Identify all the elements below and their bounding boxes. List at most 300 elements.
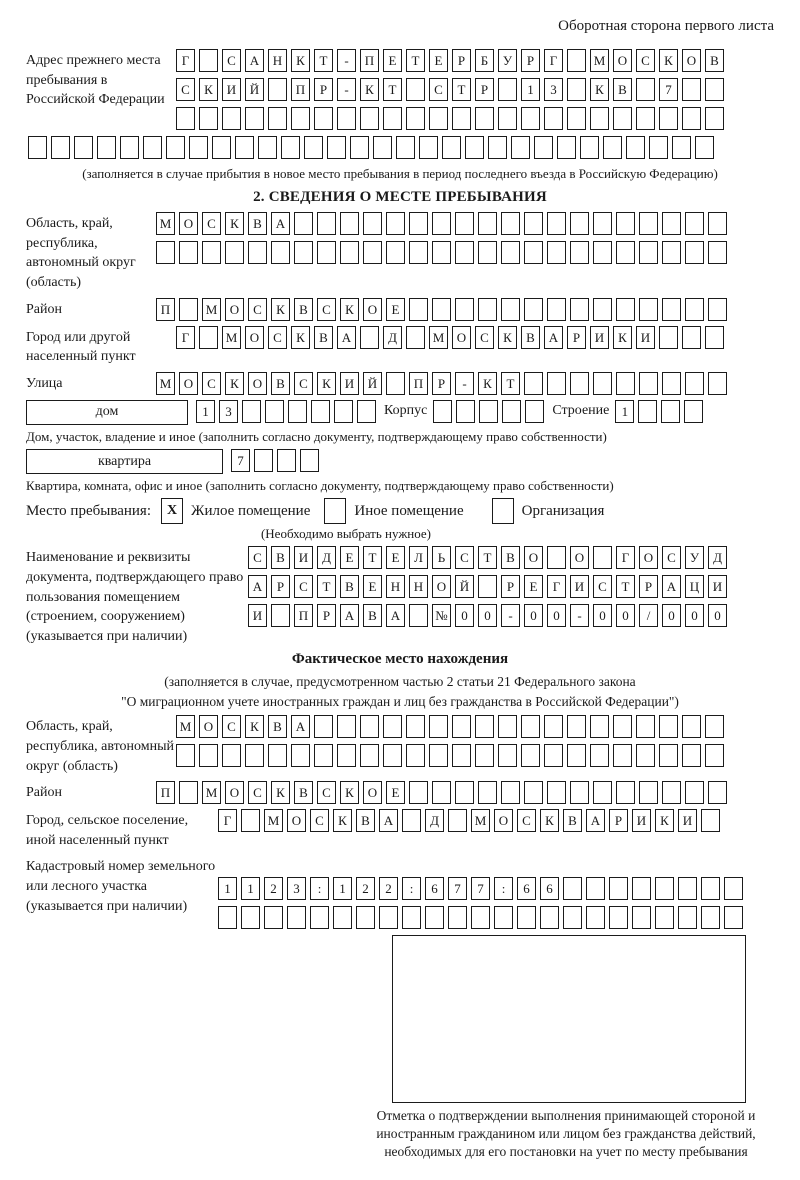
char-cell[interactable] <box>402 809 421 832</box>
char-cell[interactable] <box>685 298 704 321</box>
char-cell[interactable]: Р <box>639 575 658 598</box>
char-cell[interactable] <box>383 715 402 738</box>
char-cell[interactable] <box>521 715 540 738</box>
char-cell[interactable]: С <box>593 575 612 598</box>
char-cell[interactable]: О <box>452 326 471 349</box>
char-cell[interactable] <box>511 136 530 159</box>
char-cell[interactable] <box>682 78 701 101</box>
char-cell[interactable] <box>455 241 474 264</box>
char-cell[interactable] <box>471 906 490 929</box>
char-cell[interactable]: Е <box>340 546 359 569</box>
char-cell[interactable] <box>432 298 451 321</box>
char-cell[interactable]: К <box>655 809 674 832</box>
char-cell[interactable]: - <box>570 604 589 627</box>
char-cell[interactable] <box>360 107 379 130</box>
char-cell[interactable]: И <box>678 809 697 832</box>
char-cell[interactable]: 0 <box>455 604 474 627</box>
char-cell[interactable] <box>74 136 93 159</box>
checkbox-residential[interactable]: X <box>161 498 183 524</box>
char-cell[interactable] <box>547 298 566 321</box>
char-cell[interactable]: М <box>429 326 448 349</box>
char-cell[interactable]: К <box>540 809 559 832</box>
char-cell[interactable]: П <box>291 78 310 101</box>
char-cell[interactable] <box>265 400 284 423</box>
char-cell[interactable] <box>593 372 612 395</box>
char-cell[interactable] <box>563 906 582 929</box>
char-cell[interactable] <box>724 877 743 900</box>
char-cell[interactable] <box>317 241 336 264</box>
char-cell[interactable]: Т <box>314 49 333 72</box>
char-cell[interactable] <box>586 906 605 929</box>
char-cell[interactable] <box>383 744 402 767</box>
char-cell[interactable] <box>547 241 566 264</box>
char-cell[interactable] <box>570 241 589 264</box>
char-cell[interactable] <box>340 212 359 235</box>
char-cell[interactable] <box>478 575 497 598</box>
char-cell[interactable] <box>189 136 208 159</box>
char-cell[interactable]: Е <box>386 546 405 569</box>
char-cell[interactable] <box>452 715 471 738</box>
char-cell[interactable] <box>682 326 701 349</box>
char-cell[interactable] <box>478 212 497 235</box>
char-cell[interactable] <box>386 241 405 264</box>
char-cell[interactable] <box>176 107 195 130</box>
char-cell[interactable] <box>705 107 724 130</box>
char-cell[interactable]: А <box>291 715 310 738</box>
char-cell[interactable]: П <box>294 604 313 627</box>
char-cell[interactable]: 7 <box>231 449 250 472</box>
char-cell[interactable] <box>291 107 310 130</box>
char-cell[interactable] <box>268 744 287 767</box>
char-cell[interactable]: К <box>271 781 290 804</box>
char-cell[interactable]: Р <box>501 575 520 598</box>
char-cell[interactable] <box>455 298 474 321</box>
char-cell[interactable]: О <box>363 298 382 321</box>
char-cell[interactable] <box>570 212 589 235</box>
char-cell[interactable]: Г <box>544 49 563 72</box>
char-cell[interactable]: Е <box>429 49 448 72</box>
char-cell[interactable] <box>593 241 612 264</box>
char-cell[interactable] <box>448 809 467 832</box>
char-cell[interactable] <box>396 136 415 159</box>
char-cell[interactable]: С <box>475 326 494 349</box>
char-cell[interactable]: У <box>685 546 704 569</box>
char-cell[interactable]: 1 <box>196 400 215 423</box>
char-cell[interactable]: Е <box>386 781 405 804</box>
char-cell[interactable] <box>488 136 507 159</box>
char-cell[interactable] <box>502 400 521 423</box>
char-cell[interactable] <box>661 400 680 423</box>
char-cell[interactable] <box>659 326 678 349</box>
char-cell[interactable] <box>429 107 448 130</box>
char-cell[interactable]: В <box>363 604 382 627</box>
char-cell[interactable] <box>672 136 691 159</box>
char-cell[interactable] <box>199 326 218 349</box>
char-cell[interactable] <box>340 241 359 264</box>
char-cell[interactable]: С <box>294 575 313 598</box>
char-cell[interactable] <box>649 136 668 159</box>
char-cell[interactable] <box>406 107 425 130</box>
char-cell[interactable]: 0 <box>593 604 612 627</box>
char-cell[interactable]: 1 <box>615 400 634 423</box>
char-cell[interactable] <box>363 241 382 264</box>
char-cell[interactable]: Р <box>314 78 333 101</box>
char-cell[interactable] <box>586 877 605 900</box>
char-cell[interactable] <box>425 906 444 929</box>
char-cell[interactable] <box>517 906 536 929</box>
char-cell[interactable] <box>501 212 520 235</box>
char-cell[interactable] <box>478 241 497 264</box>
char-cell[interactable] <box>636 107 655 130</box>
char-cell[interactable]: О <box>494 809 513 832</box>
char-cell[interactable]: О <box>225 781 244 804</box>
char-cell[interactable] <box>678 906 697 929</box>
char-cell[interactable]: 2 <box>379 877 398 900</box>
char-cell[interactable]: Д <box>425 809 444 832</box>
char-cell[interactable] <box>547 212 566 235</box>
char-cell[interactable] <box>281 136 300 159</box>
char-cell[interactable] <box>616 781 635 804</box>
char-cell[interactable] <box>636 715 655 738</box>
char-cell[interactable]: К <box>291 326 310 349</box>
char-cell[interactable]: П <box>409 372 428 395</box>
char-cell[interactable] <box>199 744 218 767</box>
char-cell[interactable] <box>593 546 612 569</box>
char-cell[interactable]: О <box>225 298 244 321</box>
char-cell[interactable] <box>616 298 635 321</box>
char-cell[interactable]: О <box>179 372 198 395</box>
char-cell[interactable]: В <box>501 546 520 569</box>
char-cell[interactable]: Д <box>383 326 402 349</box>
char-cell[interactable] <box>570 298 589 321</box>
char-cell[interactable]: О <box>248 372 267 395</box>
char-cell[interactable] <box>334 400 353 423</box>
char-cell[interactable] <box>254 449 273 472</box>
char-cell[interactable]: А <box>245 49 264 72</box>
char-cell[interactable]: С <box>268 326 287 349</box>
char-cell[interactable] <box>360 326 379 349</box>
char-cell[interactable]: Й <box>245 78 264 101</box>
char-cell[interactable] <box>314 107 333 130</box>
char-cell[interactable] <box>383 107 402 130</box>
char-cell[interactable] <box>613 715 632 738</box>
char-cell[interactable]: М <box>156 212 175 235</box>
char-cell[interactable]: Г <box>176 49 195 72</box>
char-cell[interactable]: С <box>455 546 474 569</box>
char-cell[interactable]: Т <box>478 546 497 569</box>
char-cell[interactable] <box>685 372 704 395</box>
char-cell[interactable]: 0 <box>478 604 497 627</box>
char-cell[interactable] <box>277 449 296 472</box>
char-cell[interactable]: - <box>337 49 356 72</box>
char-cell[interactable] <box>563 877 582 900</box>
char-cell[interactable] <box>580 136 599 159</box>
char-cell[interactable]: С <box>176 78 195 101</box>
char-cell[interactable] <box>708 212 727 235</box>
char-cell[interactable]: Р <box>452 49 471 72</box>
char-cell[interactable]: С <box>202 372 221 395</box>
char-cell[interactable]: 0 <box>662 604 681 627</box>
char-cell[interactable] <box>544 715 563 738</box>
char-cell[interactable] <box>494 906 513 929</box>
char-cell[interactable] <box>294 212 313 235</box>
char-cell[interactable]: С <box>517 809 536 832</box>
char-cell[interactable] <box>603 136 622 159</box>
char-cell[interactable] <box>567 107 586 130</box>
char-cell[interactable]: С <box>202 212 221 235</box>
char-cell[interactable]: А <box>379 809 398 832</box>
char-cell[interactable] <box>626 136 645 159</box>
char-cell[interactable]: К <box>498 326 517 349</box>
char-cell[interactable]: В <box>314 326 333 349</box>
char-cell[interactable] <box>264 906 283 929</box>
char-cell[interactable] <box>327 136 346 159</box>
char-cell[interactable]: О <box>363 781 382 804</box>
char-cell[interactable] <box>294 241 313 264</box>
char-cell[interactable]: П <box>156 298 175 321</box>
char-cell[interactable]: 1 <box>521 78 540 101</box>
checkbox-organization[interactable] <box>492 498 514 524</box>
char-cell[interactable] <box>373 136 392 159</box>
char-cell[interactable]: 6 <box>540 877 559 900</box>
char-cell[interactable] <box>212 136 231 159</box>
char-cell[interactable] <box>452 107 471 130</box>
char-cell[interactable] <box>590 715 609 738</box>
char-cell[interactable] <box>705 78 724 101</box>
char-cell[interactable]: С <box>248 781 267 804</box>
char-cell[interactable] <box>547 372 566 395</box>
char-cell[interactable]: А <box>340 604 359 627</box>
char-cell[interactable]: К <box>333 809 352 832</box>
char-cell[interactable]: Н <box>268 49 287 72</box>
char-cell[interactable] <box>432 241 451 264</box>
char-cell[interactable] <box>456 400 475 423</box>
char-cell[interactable] <box>406 715 425 738</box>
char-cell[interactable] <box>616 212 635 235</box>
char-cell[interactable]: Н <box>409 575 428 598</box>
char-cell[interactable] <box>501 298 520 321</box>
char-cell[interactable]: - <box>337 78 356 101</box>
char-cell[interactable]: Т <box>363 546 382 569</box>
char-cell[interactable] <box>498 744 517 767</box>
char-cell[interactable]: С <box>317 781 336 804</box>
char-cell[interactable] <box>639 241 658 264</box>
char-cell[interactable]: В <box>271 546 290 569</box>
char-cell[interactable]: Т <box>383 78 402 101</box>
char-cell[interactable] <box>616 241 635 264</box>
char-cell[interactable]: 6 <box>517 877 536 900</box>
char-cell[interactable] <box>291 744 310 767</box>
char-cell[interactable]: Ц <box>685 575 704 598</box>
char-cell[interactable]: Д <box>317 546 336 569</box>
char-cell[interactable] <box>547 781 566 804</box>
char-cell[interactable]: И <box>248 604 267 627</box>
char-cell[interactable]: М <box>471 809 490 832</box>
char-cell[interactable] <box>199 49 218 72</box>
char-cell[interactable] <box>337 744 356 767</box>
char-cell[interactable]: Е <box>363 575 382 598</box>
char-cell[interactable] <box>632 877 651 900</box>
char-cell[interactable] <box>406 78 425 101</box>
char-cell[interactable] <box>268 107 287 130</box>
char-cell[interactable]: А <box>544 326 563 349</box>
char-cell[interactable] <box>662 781 681 804</box>
char-cell[interactable]: М <box>264 809 283 832</box>
char-cell[interactable]: Р <box>567 326 586 349</box>
char-cell[interactable] <box>242 400 261 423</box>
char-cell[interactable]: К <box>199 78 218 101</box>
char-cell[interactable]: Л <box>409 546 428 569</box>
char-cell[interactable]: А <box>662 575 681 598</box>
char-cell[interactable]: Р <box>475 78 494 101</box>
char-cell[interactable]: В <box>340 575 359 598</box>
char-cell[interactable]: М <box>176 715 195 738</box>
char-cell[interactable] <box>245 107 264 130</box>
char-cell[interactable] <box>406 326 425 349</box>
char-cell[interactable] <box>287 906 306 929</box>
char-cell[interactable] <box>567 78 586 101</box>
char-cell[interactable] <box>501 241 520 264</box>
char-cell[interactable]: К <box>478 372 497 395</box>
char-cell[interactable] <box>432 212 451 235</box>
char-cell[interactable]: О <box>524 546 543 569</box>
char-cell[interactable]: В <box>268 715 287 738</box>
char-cell[interactable] <box>557 136 576 159</box>
char-cell[interactable] <box>452 744 471 767</box>
char-cell[interactable]: Н <box>386 575 405 598</box>
char-cell[interactable] <box>662 372 681 395</box>
char-cell[interactable] <box>448 906 467 929</box>
char-cell[interactable] <box>222 744 241 767</box>
char-cell[interactable] <box>179 298 198 321</box>
char-cell[interactable] <box>433 400 452 423</box>
char-cell[interactable]: Р <box>432 372 451 395</box>
char-cell[interactable] <box>593 298 612 321</box>
char-cell[interactable] <box>356 906 375 929</box>
char-cell[interactable]: Т <box>616 575 635 598</box>
char-cell[interactable]: А <box>337 326 356 349</box>
char-cell[interactable]: 7 <box>659 78 678 101</box>
char-cell[interactable] <box>544 107 563 130</box>
char-cell[interactable] <box>288 400 307 423</box>
char-cell[interactable] <box>304 136 323 159</box>
char-cell[interactable]: М <box>156 372 175 395</box>
char-cell[interactable] <box>685 212 704 235</box>
char-cell[interactable]: Г <box>547 575 566 598</box>
char-cell[interactable]: - <box>501 604 520 627</box>
char-cell[interactable]: С <box>222 715 241 738</box>
char-cell[interactable]: 1 <box>218 877 237 900</box>
char-cell[interactable] <box>639 372 658 395</box>
char-cell[interactable]: К <box>360 78 379 101</box>
char-cell[interactable] <box>685 241 704 264</box>
char-cell[interactable]: К <box>613 326 632 349</box>
char-cell[interactable]: : <box>402 877 421 900</box>
char-cell[interactable] <box>498 78 517 101</box>
char-cell[interactable]: И <box>222 78 241 101</box>
char-cell[interactable] <box>363 212 382 235</box>
char-cell[interactable]: 3 <box>544 78 563 101</box>
char-cell[interactable]: О <box>613 49 632 72</box>
char-cell[interactable] <box>593 212 612 235</box>
char-cell[interactable]: / <box>639 604 658 627</box>
char-cell[interactable] <box>311 400 330 423</box>
char-cell[interactable]: К <box>245 715 264 738</box>
char-cell[interactable] <box>179 781 198 804</box>
char-cell[interactable] <box>609 906 628 929</box>
char-cell[interactable] <box>705 326 724 349</box>
char-cell[interactable] <box>409 212 428 235</box>
char-cell[interactable]: Р <box>271 575 290 598</box>
char-cell[interactable]: С <box>248 546 267 569</box>
char-cell[interactable]: Г <box>218 809 237 832</box>
char-cell[interactable]: : <box>310 877 329 900</box>
char-cell[interactable] <box>432 781 451 804</box>
char-cell[interactable]: О <box>570 546 589 569</box>
char-cell[interactable] <box>639 781 658 804</box>
char-cell[interactable] <box>271 241 290 264</box>
char-cell[interactable]: К <box>340 781 359 804</box>
char-cell[interactable] <box>567 744 586 767</box>
char-cell[interactable] <box>682 107 701 130</box>
char-cell[interactable] <box>708 781 727 804</box>
char-cell[interactable]: П <box>156 781 175 804</box>
char-cell[interactable] <box>521 744 540 767</box>
char-cell[interactable]: И <box>294 546 313 569</box>
char-cell[interactable]: А <box>586 809 605 832</box>
char-cell[interactable]: Б <box>475 49 494 72</box>
char-cell[interactable]: 3 <box>287 877 306 900</box>
char-cell[interactable]: В <box>294 298 313 321</box>
char-cell[interactable] <box>498 715 517 738</box>
char-cell[interactable]: В <box>248 212 267 235</box>
char-cell[interactable] <box>271 604 290 627</box>
char-cell[interactable] <box>419 136 438 159</box>
char-cell[interactable]: 6 <box>425 877 444 900</box>
char-cell[interactable] <box>678 877 697 900</box>
char-cell[interactable] <box>547 546 566 569</box>
char-cell[interactable]: В <box>521 326 540 349</box>
char-cell[interactable]: 7 <box>471 877 490 900</box>
char-cell[interactable] <box>258 136 277 159</box>
char-cell[interactable]: К <box>659 49 678 72</box>
char-cell[interactable] <box>337 107 356 130</box>
char-cell[interactable] <box>544 744 563 767</box>
char-cell[interactable] <box>406 744 425 767</box>
char-cell[interactable] <box>613 107 632 130</box>
char-cell[interactable] <box>498 107 517 130</box>
char-cell[interactable] <box>524 781 543 804</box>
char-cell[interactable] <box>524 241 543 264</box>
char-cell[interactable]: В <box>356 809 375 832</box>
char-cell[interactable]: - <box>455 372 474 395</box>
char-cell[interactable]: О <box>287 809 306 832</box>
char-cell[interactable] <box>241 906 260 929</box>
char-cell[interactable] <box>478 781 497 804</box>
char-cell[interactable] <box>478 298 497 321</box>
char-cell[interactable]: Г <box>176 326 195 349</box>
char-cell[interactable] <box>662 241 681 264</box>
char-cell[interactable]: Т <box>406 49 425 72</box>
char-cell[interactable]: В <box>294 781 313 804</box>
char-cell[interactable] <box>501 781 520 804</box>
char-cell[interactable]: В <box>563 809 582 832</box>
char-cell[interactable]: К <box>225 212 244 235</box>
char-cell[interactable] <box>455 212 474 235</box>
char-cell[interactable]: Ь <box>432 546 451 569</box>
char-cell[interactable] <box>638 400 657 423</box>
char-cell[interactable]: 0 <box>685 604 704 627</box>
